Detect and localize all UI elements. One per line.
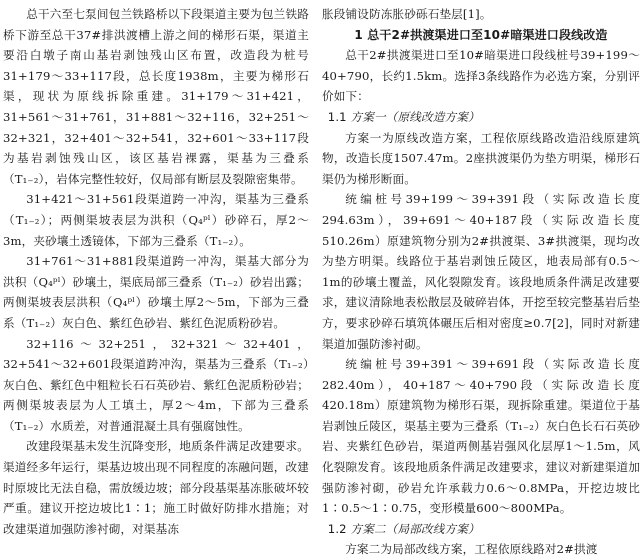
paragraph: 方案二为局部改线方案，工程依原线路对2#拱渡 [345, 542, 598, 557]
subsection-number: 1.2 [327, 521, 347, 536]
paragraph: 方案一为原线改造方案，工程依原线路改造沿线原建筑物，改造长度1507.47m。2座拱渡渠仍为垫方明渠，梯形石渠仍为梯形断面。 [322, 130, 640, 186]
paragraph: 32+116～32+251，32+321～32+401，32+541～32+601段渠道跨冲沟，渠基为三叠系（T₁₋₂）灰白色、紫红色中粗粒长石石英砂岩、紫红色泥质粉砂岩；两侧渠坡表层为人工填土，厚2～4m，下部为三叠系（T₁₋₂）水质差，对普通混凝土具有强腐蚀性。 [3, 336, 309, 433]
subsection-number: 1.1 [327, 109, 347, 124]
paragraph: 统编桩号39+199～39+391段（实际改造长度294.63m），39+691～40+187段（实际改造长度510.26m）原建筑物分别为2#拱渡渠、3#拱渡渠，现均改为垫方明渠。线路位于基岩剥蚀丘陵区，地表局部有0.5～1m的砂壤土覆盖，风化裂隙发育。该段地质条件满足改建要求，建议清除地表松散层及破碎岩体，开挖至较完整基岩后垫方，要求砂碎石填筑体碾压后相对密度≥0.7[2]，同时对新建渠道加强防渗衬砌。 [322, 192, 640, 351]
paragraph: 总干2#拱渡渠进口至10#暗渠进口段线桩号39+199～40+790，长约1.5km。选择3条线路作为必选方案，分别评价如下： [322, 48, 640, 104]
paragraph: 胀段铺设防冻胀砂砾石垫层[1]。 [322, 7, 492, 21]
subsection-heading [322, 519, 640, 540]
paragraph: 31+761～31+881段渠道跨一冲沟，渠基大部分为洪积（Q₄ᵖˡ）砂壤土，渠底局部三叠系（T₁₋₂）砂岩出露；两侧渠坡表层洪积（Q₄ᵖˡ）砂壤土厚2～5m，下部为三叠系（T₁₋₂）灰白色、紫红色砂岩、紫红色泥质粉砂岩。 [3, 254, 309, 330]
section-heading: 1 总干2#拱渡渠进口至10#暗渠进口段线改造 [354, 27, 608, 42]
paragraph: 改建段渠基未发生沉降变形，地质条件满足改建要求。渠道经多年运行，渠基边坡出现不同程度的冻融问题，改建时原坡比无法自稳，需放缓边坡；部分段基渠基冻胀破坏较严重。建议开挖边坡比1∶1；施工时做好防排水措施；对改建渠道加强防渗衬砌，对渠基冻 [3, 439, 309, 536]
paragraph: 31+421～31+561段渠道跨一冲沟，渠基为三叠系（T₁₋₂）；两侧渠坡表层为洪积（Q₄ᵖˡ）砂碎石，厚2～3m，夹砂壤土透镜体，下部为三叠系（T₁₋₂）。 [3, 192, 309, 248]
right-column [322, 4, 640, 560]
left-column [3, 4, 309, 539]
paragraph: 总干六至七泵间包兰铁路桥以下段渠道主要为包兰铁路桥下游至总干37#排洪渡槽上游之间的梯形石渠，渠道主要沿白墩子南山基岩剥蚀残山区布置，改造段为桩号31+179～33+117段，总长度1938m，主要为梯形石渠，现状为原线拆除重建。31+179～31+421，31+561～31+761，31+881～32+116，32+251～32+321，32+401～32+541，32+601～33+117段为基岩剥蚀残山区，该区基岩裸露，渠基为三叠系（T₁₋₂），岩体完整性较好，仅局部有断层及裂隙密集带。 [3, 7, 309, 186]
subsection-title: 方案一（原线改造方案） [346, 109, 480, 124]
subsection-title: 方案二（局部改线方案） [346, 521, 480, 536]
paragraph: 统编桩号39+391～39+691段（实际改造长度282.40m），40+187～40+790段（实际改造长度420.18m）原建筑物为梯形石渠，现拆除重建。渠道位于基岩剥蚀丘陵区，渠基主要为三叠系（T₁₋₂）灰白色长石石英砂岩、夹紫红色砂岩，渠道两侧基岩强风化层厚1～1.5m，风化裂隙发育。该段地质条件满足改建要求，建议对新建渠道加强防渗衬砌，砂岩允许承载力0.6～0.8MPa，开挖边坡比1∶0.5～1∶0.75，变形模量600～800MPa。 [322, 357, 640, 516]
subsection-heading [322, 107, 640, 128]
